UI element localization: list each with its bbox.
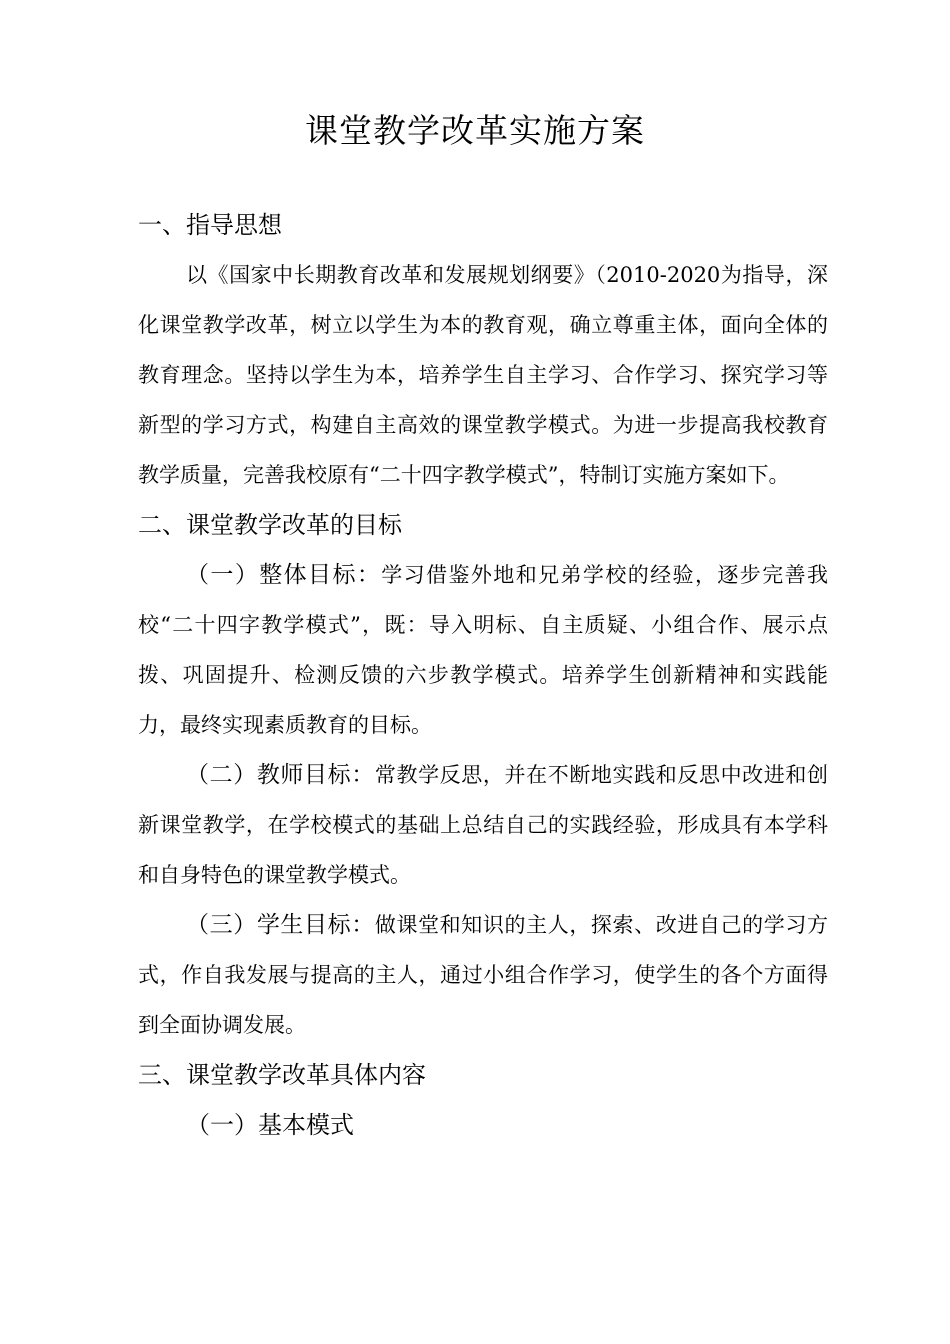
overall-goal-paragraph <box>138 550 828 750</box>
document-body <box>138 200 828 1150</box>
teacher-goal-lead: （二）教师目标： <box>186 762 375 788</box>
subheading-basic-mode: （一）基本模式 <box>186 1111 354 1139</box>
student-goal-paragraph <box>138 900 828 1050</box>
section-heading-reform-content: 三、课堂教学改革具体内容 <box>138 1061 426 1089</box>
overall-goal-lead: （一）整体目标： <box>186 562 382 588</box>
section-heading-reform-goals: 二、课堂教学改革的目标 <box>138 511 402 539</box>
guiding-ideology-paragraph: 以《国家中长期教育改革和发展规划纲要》（2010-2020为指导，深化课堂教学改革，树立以学生为本的教育观，确立尊重主体，面向全体的教育理念。坚持以学生为本，培养学生自主学习、合作学习、探究学习等新型的学习方式，构建自主高效的课堂教学模式。为进一步提高我校教育教学质量，完善我校原有“二十四字教学模式”，特制订实施方案如下。 <box>138 263 828 487</box>
section-heading-guiding-ideology: 一、指导思想 <box>138 211 282 239</box>
student-goal-text: 做课堂和知识的主人，探索、改进自己的学习方式，作自我发展与提高的主人，通过小组合作学习，使学生的各个方面得到全面协调发展。 <box>138 913 829 1037</box>
teacher-goal-text: 常教学反思，并在不断地实践和反思中改进和创新课堂教学，在学校模式的基础上总结自己的实践经验，形成具有本学科和自身特色的课堂教学模式。 <box>138 763 829 887</box>
overall-goal-text: 学习借鉴外地和兄弟学校的经验，逐步完善我校“二十四字教学模式”，既：导入明标、自主质疑、小组合作、展示点拨、巩固提升、检测反馈的六步教学模式。培养学生创新精神和实践能力，最终实现素质教育的目标。 <box>138 563 829 737</box>
student-goal-lead: （三）学生目标： <box>186 912 375 938</box>
document-title: 课堂教学改革实施方案 <box>305 111 645 150</box>
teacher-goal-paragraph <box>138 750 828 900</box>
